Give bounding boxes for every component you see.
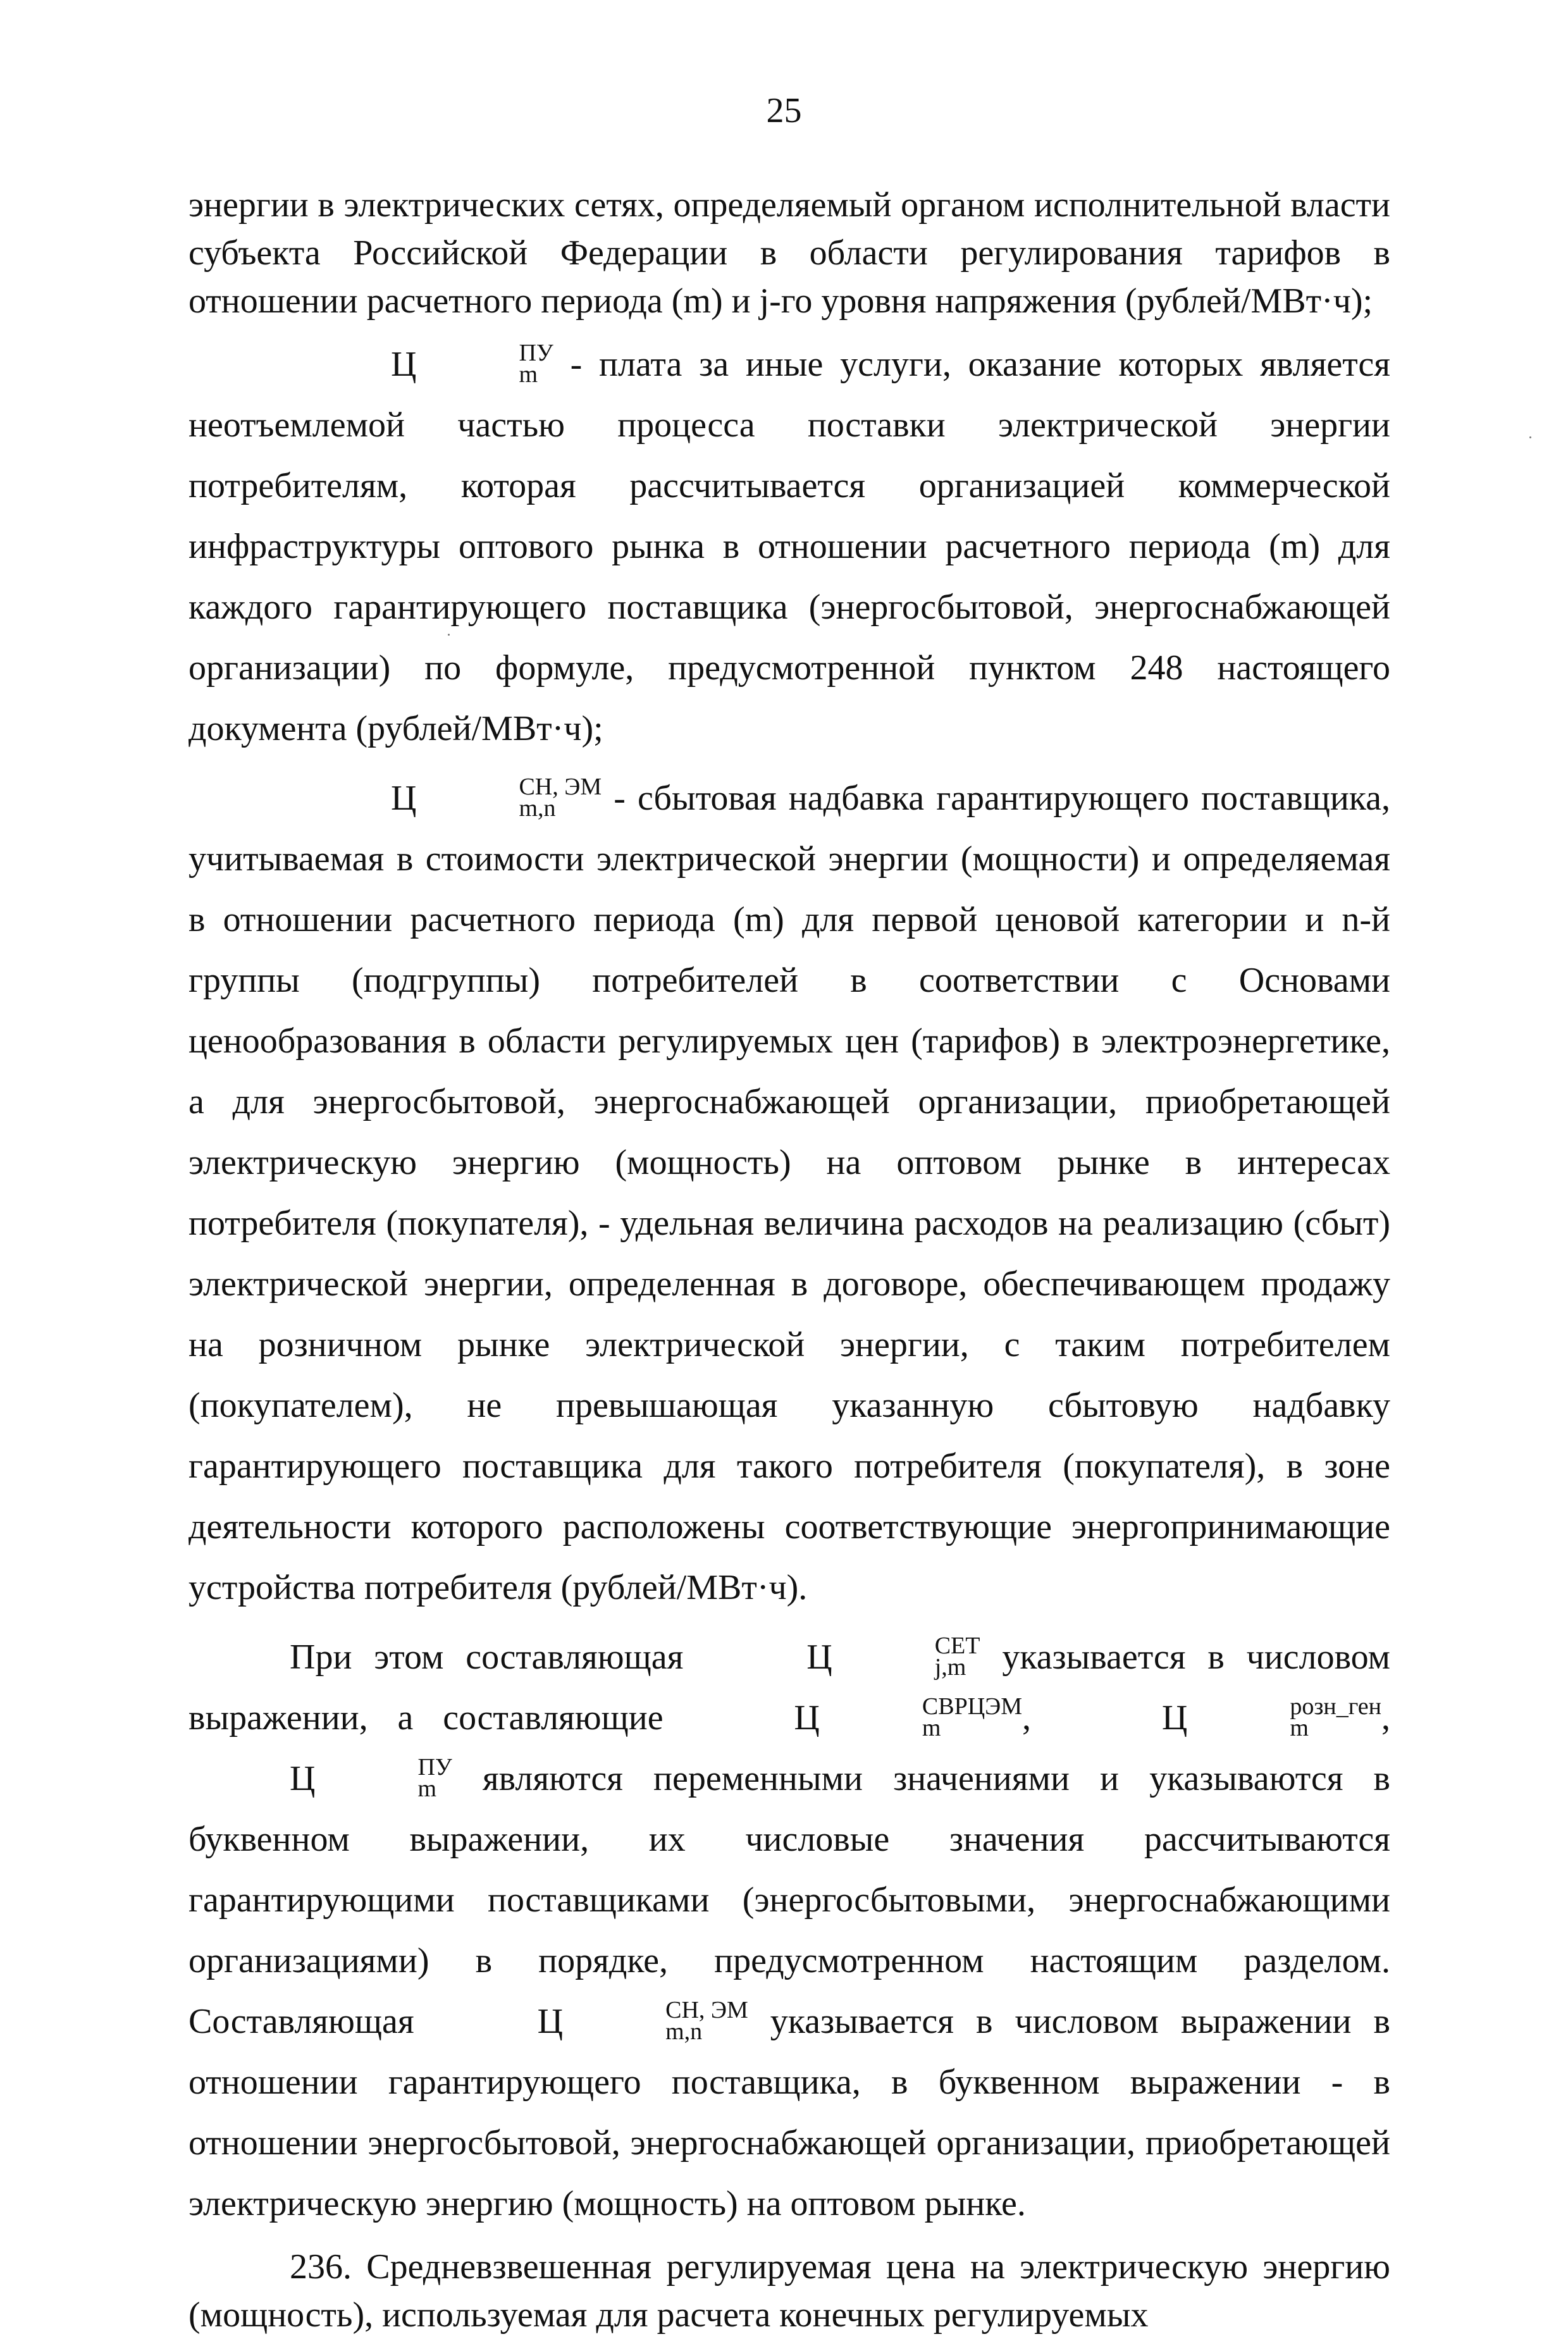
scan-speck (448, 634, 450, 636)
symbol-c-sn-em: Ц СН, ЭМ m,n (391, 774, 602, 822)
symbol-c-rozn-gen: Ц розн_ген m (1161, 1693, 1381, 1742)
paragraph-definition-pu (188, 334, 1390, 759)
paragraph-continuation: энергии в электрических сетях, определяемый органом исполнительной власти субъекта Российской Федерации в области регулирования тарифов в отношении расчетного периода (m) и j-го уровня напряжения (рублей/МВт·ч); (188, 185, 1390, 321)
symbol-c-svrcem: Ц СВРЦЭМ m (794, 1693, 1023, 1742)
symbol-c-sn-em-2: Ц СН, ЭМ m,n (537, 1997, 748, 2046)
paragraph-components: При этом составляющая Ц СЕТ j,m указывается в числовом выражении, а составляющие Ц СВРЦЭМ m , Ц розн_ген m , Ц ПУ m являются переменными значениями и указываются в буквенном выражении, их числовые значения рассчитываются гарантирующими поставщиками (энергосбытовыми, энергоснабжающими организациями) в порядке, предусмотренном настоящим разделом. Составляющая Ц СН, ЭМ m,n указывается в числовом выражении в отношении гарантирующего поставщика, в буквенном выражении - в отношении энергосбытовой, энергоснабжающей организации, приобретающей электрическую энергию (мощность) на оптовом рынке. (188, 1632, 1391, 2223)
symbol-c-pu: Ц ПУ m (391, 340, 553, 388)
scan-speck (1529, 436, 1531, 438)
symbol-c-pu-2: Ц ПУ m (290, 1754, 452, 1803)
paragraph-definition-sn-em (188, 768, 1390, 1618)
paragraph-236: 236. Средневзвешенная регулируемая цена на электрическую энергию (мощность), используемая для расчета конечных регулируемых (188, 2247, 1390, 2335)
definition-pu-text: - плата за иные услуги, оказание которых является неотъемлемой частью процесса поставки электрической энергии потребителям, которая рассчитывается организацией коммерческой инфраструктуры оптового рынка в отношении расчетного периода (m) для каждого гарантирующего поставщика (энергосбытовой, энергоснабжающей организации) по формуле, предусмотренной пунктом 248 настоящего документа (рублей/МВт·ч); (188, 345, 1390, 748)
page-number: 25 (766, 91, 802, 130)
definition-sn-em-text: - сбытовая надбавка гарантирующего поставщика, учитываемая в стоимости электрической энергии (мощности) и определяемая в отношении расчетного периода (m) для первой ценовой категории и n-й группы (подгруппы) потребителей в соответствии с Основами ценообразования в области регулируемых цен (тарифов) в электроэнергетике, а для энергосбытовой, энергоснабжающей организации, приобретающей электрическую энергию (мощность) на оптовом рынке в интересах потребителя (покупателя), - удельная величина расходов на реализацию (сбыт) электрической энергии, определенная в договоре, обеспечивающем продажу на розничном рынке электрической энергии, с таким потребителем (покупателем), не превышающая указанную сбытовую надбавку гарантирующего поставщика для такого потребителя (покупателя), в зоне деятельности которого расположены соответствующие энергопринимающие устройства потребителя (рублей/МВт·ч). (188, 779, 1390, 1607)
symbol-c-set: Ц СЕТ j,m (806, 1632, 980, 1681)
document-body (188, 181, 1390, 2339)
